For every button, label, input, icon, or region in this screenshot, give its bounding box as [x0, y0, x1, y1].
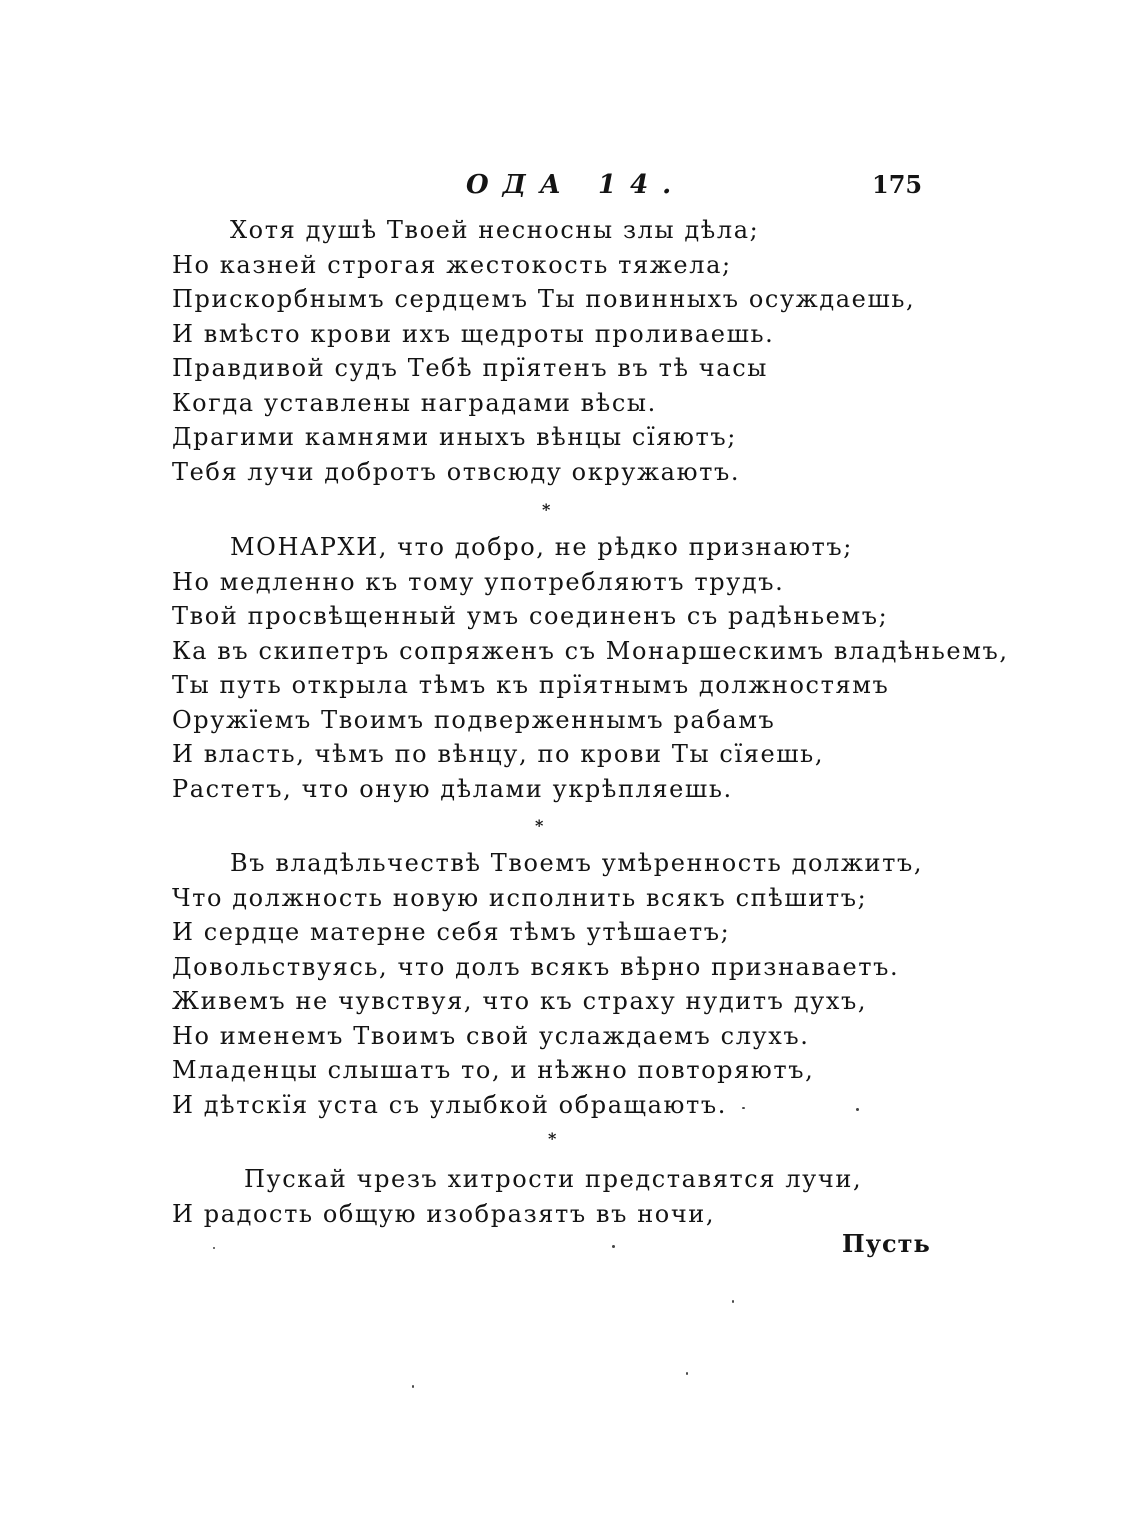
verse-line: Драгими камнями иныхъ вѣнцы сїяютъ; — [172, 423, 737, 451]
verse-line: Хотя душѣ Твоей несносны злы дѣла; — [230, 216, 760, 244]
verse-line: Что должность новую исполнить всякъ спѣшитъ; — [172, 883, 868, 912]
stanza-separator: * — [548, 1129, 557, 1148]
verse-line: И дѣтскїя уста съ улыбкой обращаютъ. — [172, 1090, 727, 1119]
verse-line: МОНАРХИ, что добро, не рѣдко признаютъ; — [230, 533, 853, 561]
verse-line: И власть, чѣмъ по вѣнцу, по крови Ты сїяешь, — [172, 740, 825, 768]
verse-line: Оружїемъ Твоимъ подверженнымъ рабамъ — [172, 705, 776, 734]
verse-line: Живемъ не чувствуя, что къ страху нудитъ духъ, — [172, 987, 868, 1015]
ode-title: ОДА 14. — [466, 170, 686, 200]
verse-line: Довольствуясь, что долъ всякъ вѣрно признаваетъ. — [172, 952, 900, 981]
verse-line: Пускай чрезъ хитрости представятся лучи, — [244, 1165, 863, 1193]
verse-line: И сердце матерне себя тѣмъ утѣшаетъ; — [172, 918, 731, 946]
scan-speck — [213, 1247, 215, 1249]
verse-line: Растетъ, что оную дѣлами укрѣпляешь. — [172, 774, 733, 803]
verse-line: Тебя лучи добротъ отвсюду окружаютъ. — [172, 457, 741, 486]
verse-line: Правдивой судъ Тебѣ прїятенъ въ тѣ часы — [172, 354, 768, 382]
stanza-3 — [172, 846, 932, 1122]
scan-speck — [856, 1108, 859, 1111]
verse-line: Твой просвѣщенный умъ соединенъ съ радѣньемъ; — [172, 602, 889, 630]
verse-line: Но медленно къ тому употребляютъ трудъ. — [172, 567, 785, 596]
scan-speck — [612, 1245, 615, 1248]
stanza-2 — [172, 530, 1009, 806]
scan-speck — [732, 1300, 734, 1303]
stanza-1 — [172, 213, 932, 489]
verse-line: Въ владѣльчествѣ Твоемъ умѣренность должитъ, — [230, 849, 924, 877]
stanza-4 — [172, 1162, 932, 1231]
verse-line: Прискорбнымъ сердцемъ Ты повинныхъ осуждаешь, — [172, 285, 916, 313]
stanza-separator: * — [542, 500, 551, 519]
catchword: Пусть — [842, 1229, 931, 1258]
stanza-separator: * — [535, 816, 544, 835]
page-number: 175 — [872, 170, 923, 199]
verse-line: Но именемъ Твоимъ свой услаждаемъ слухъ. — [172, 1021, 810, 1050]
scan-speck — [412, 1385, 414, 1388]
verse-line: Ка въ скипетръ сопряженъ съ Монаршескимъ владѣньемъ, — [172, 636, 1009, 665]
verse-line: Когда уставлены наградами вѣсы. — [172, 388, 657, 417]
verse-line: Ты путь открыла тѣмъ къ прїятнымъ должностямъ — [172, 671, 890, 699]
verse-line: И вмѣсто крови ихъ щедроты проливаешь. — [172, 319, 775, 348]
scan-speck — [742, 1107, 745, 1109]
verse-line: Но казней строгая жестокость тяжела; — [172, 250, 732, 279]
running-header — [0, 170, 1138, 210]
verse-line: И радость общую изобразятъ въ ночи, — [172, 1199, 716, 1228]
verse-line: Младенцы слышатъ то, и нѣжно повторяютъ, — [172, 1056, 815, 1084]
scan-speck — [686, 1372, 688, 1375]
